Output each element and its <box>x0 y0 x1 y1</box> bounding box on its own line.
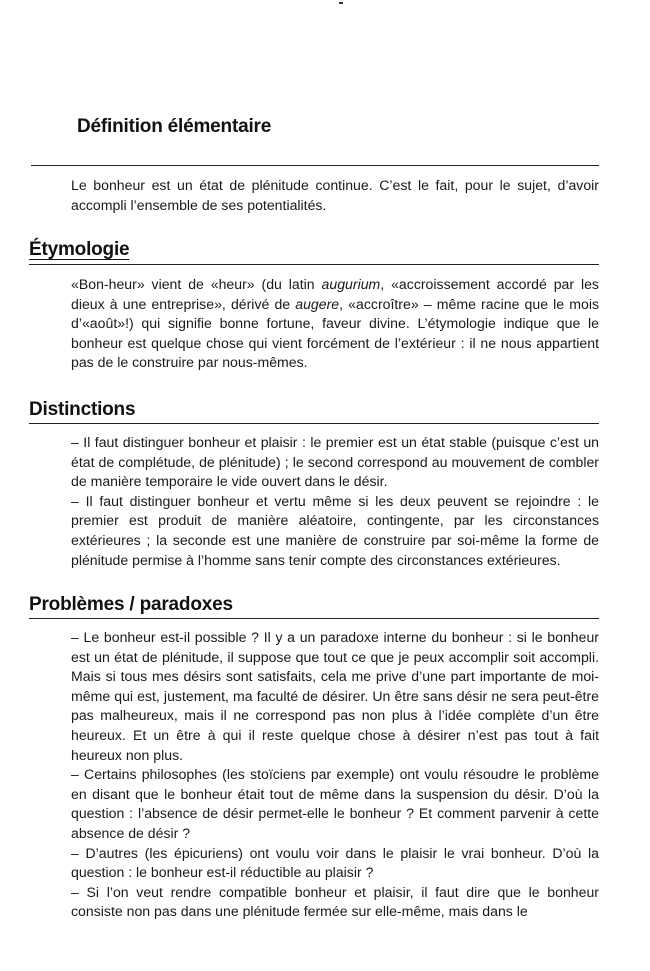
divider-distinctions <box>29 423 599 424</box>
section-title-distinctions: Distinctions <box>29 399 136 420</box>
definition-text <box>71 176 599 215</box>
section-title-problemes: Problèmes / paradoxes <box>29 594 233 615</box>
etymologie-latin-augurium: augurium <box>321 276 381 292</box>
etymologie-paragraph <box>71 275 599 373</box>
distinction-item: – Il faut distinguer bonheur et plaisir : le premier est un état stable (puisque c’est un état de complétude, de plénitude) ; le second correspond au mouvement de combler de manière temporaire le vide ouvert dans le désir. <box>71 434 599 490</box>
etymologie-part-1: «Bon-heur» vient de «heur» (du latin <box>71 276 322 292</box>
distinction-item: – Il faut distinguer bonheur et vertu même si les deux peuvent se rejoindre : le premier est produit de manière aléatoire, contingente, par les circonstances extérieures ; la seconde est une manière de construire par soi-même la forme de plénitude permise à l’homme sans tenir compte des circonstances extérieures. <box>71 492 599 568</box>
divider-etymologie <box>29 264 599 265</box>
etymologie-part-3: , «accroître» – même racine que le mois d’«août»!) qui signifie bonne fortune, faveur divine. L’étymologie indique que le bonheur est quelque chose qui vient forcément de l’extérieur : il ne nous appartient pas de le construire par nous-mêmes. <box>71 295 600 371</box>
probleme-item: – Certains philosophes (les stoïciens par exemple) ont voulu résoudre le problème en disant que le bonheur était tout de même dans la suspension du désir. D’où la question : l’absence de désir permet-elle le bonheur ? Et comment parvenir à cette absence de désir ? <box>71 766 599 841</box>
etymologie-text <box>71 275 599 373</box>
scan-mark <box>339 2 343 4</box>
problemes-text <box>71 628 599 922</box>
section-title-definition: Définition élémentaire <box>77 116 272 137</box>
etymologie-part-2: , «accroissement accordé par les dieux à une entreprise», dérivé de <box>71 276 599 312</box>
probleme-item: – D’autres (les épicuriens) ont voulu voir dans le plaisir le vrai bonheur. D’où la question : le bonheur est-il réductible au plaisir ? <box>71 844 599 881</box>
probleme-item: – Le bonheur est-il possible ? Il y a un paradoxe interne du bonheur : si le bonheur est un état de plénitude, il suppose que tout ce que je peux accomplir soit accompli. Mais si tous mes désirs sont satisfaits, cela me prive d’une part importante de moi-même qui est, justement, ma faculté de désirer. Un être sans désir ne sera peut-être pas malheureux, mais il ne correspond pas non plus à l’idée complète d’un être heureux. Et un être à qui il reste quelque chose à désirer n’est pas tout à fait heureux non plus. <box>71 629 599 763</box>
distinctions-text <box>71 433 599 570</box>
definition-paragraph: Le bonheur est un état de plénitude continue. C’est le fait, pour le sujet, d’avoir accompli l’ensemble de ses potentialités. <box>71 177 599 213</box>
divider-definition <box>31 165 599 166</box>
divider-problemes <box>29 618 599 619</box>
probleme-item: – Si l’on veut rendre compatible bonheur et plaisir, il faut dire que le bonheur consiste non pas dans une plénitude fermée sur elle-même, mais dans le <box>71 883 599 920</box>
section-title-etymologie: Étymologie <box>29 239 130 260</box>
etymologie-latin-augere: augere <box>295 295 340 312</box>
